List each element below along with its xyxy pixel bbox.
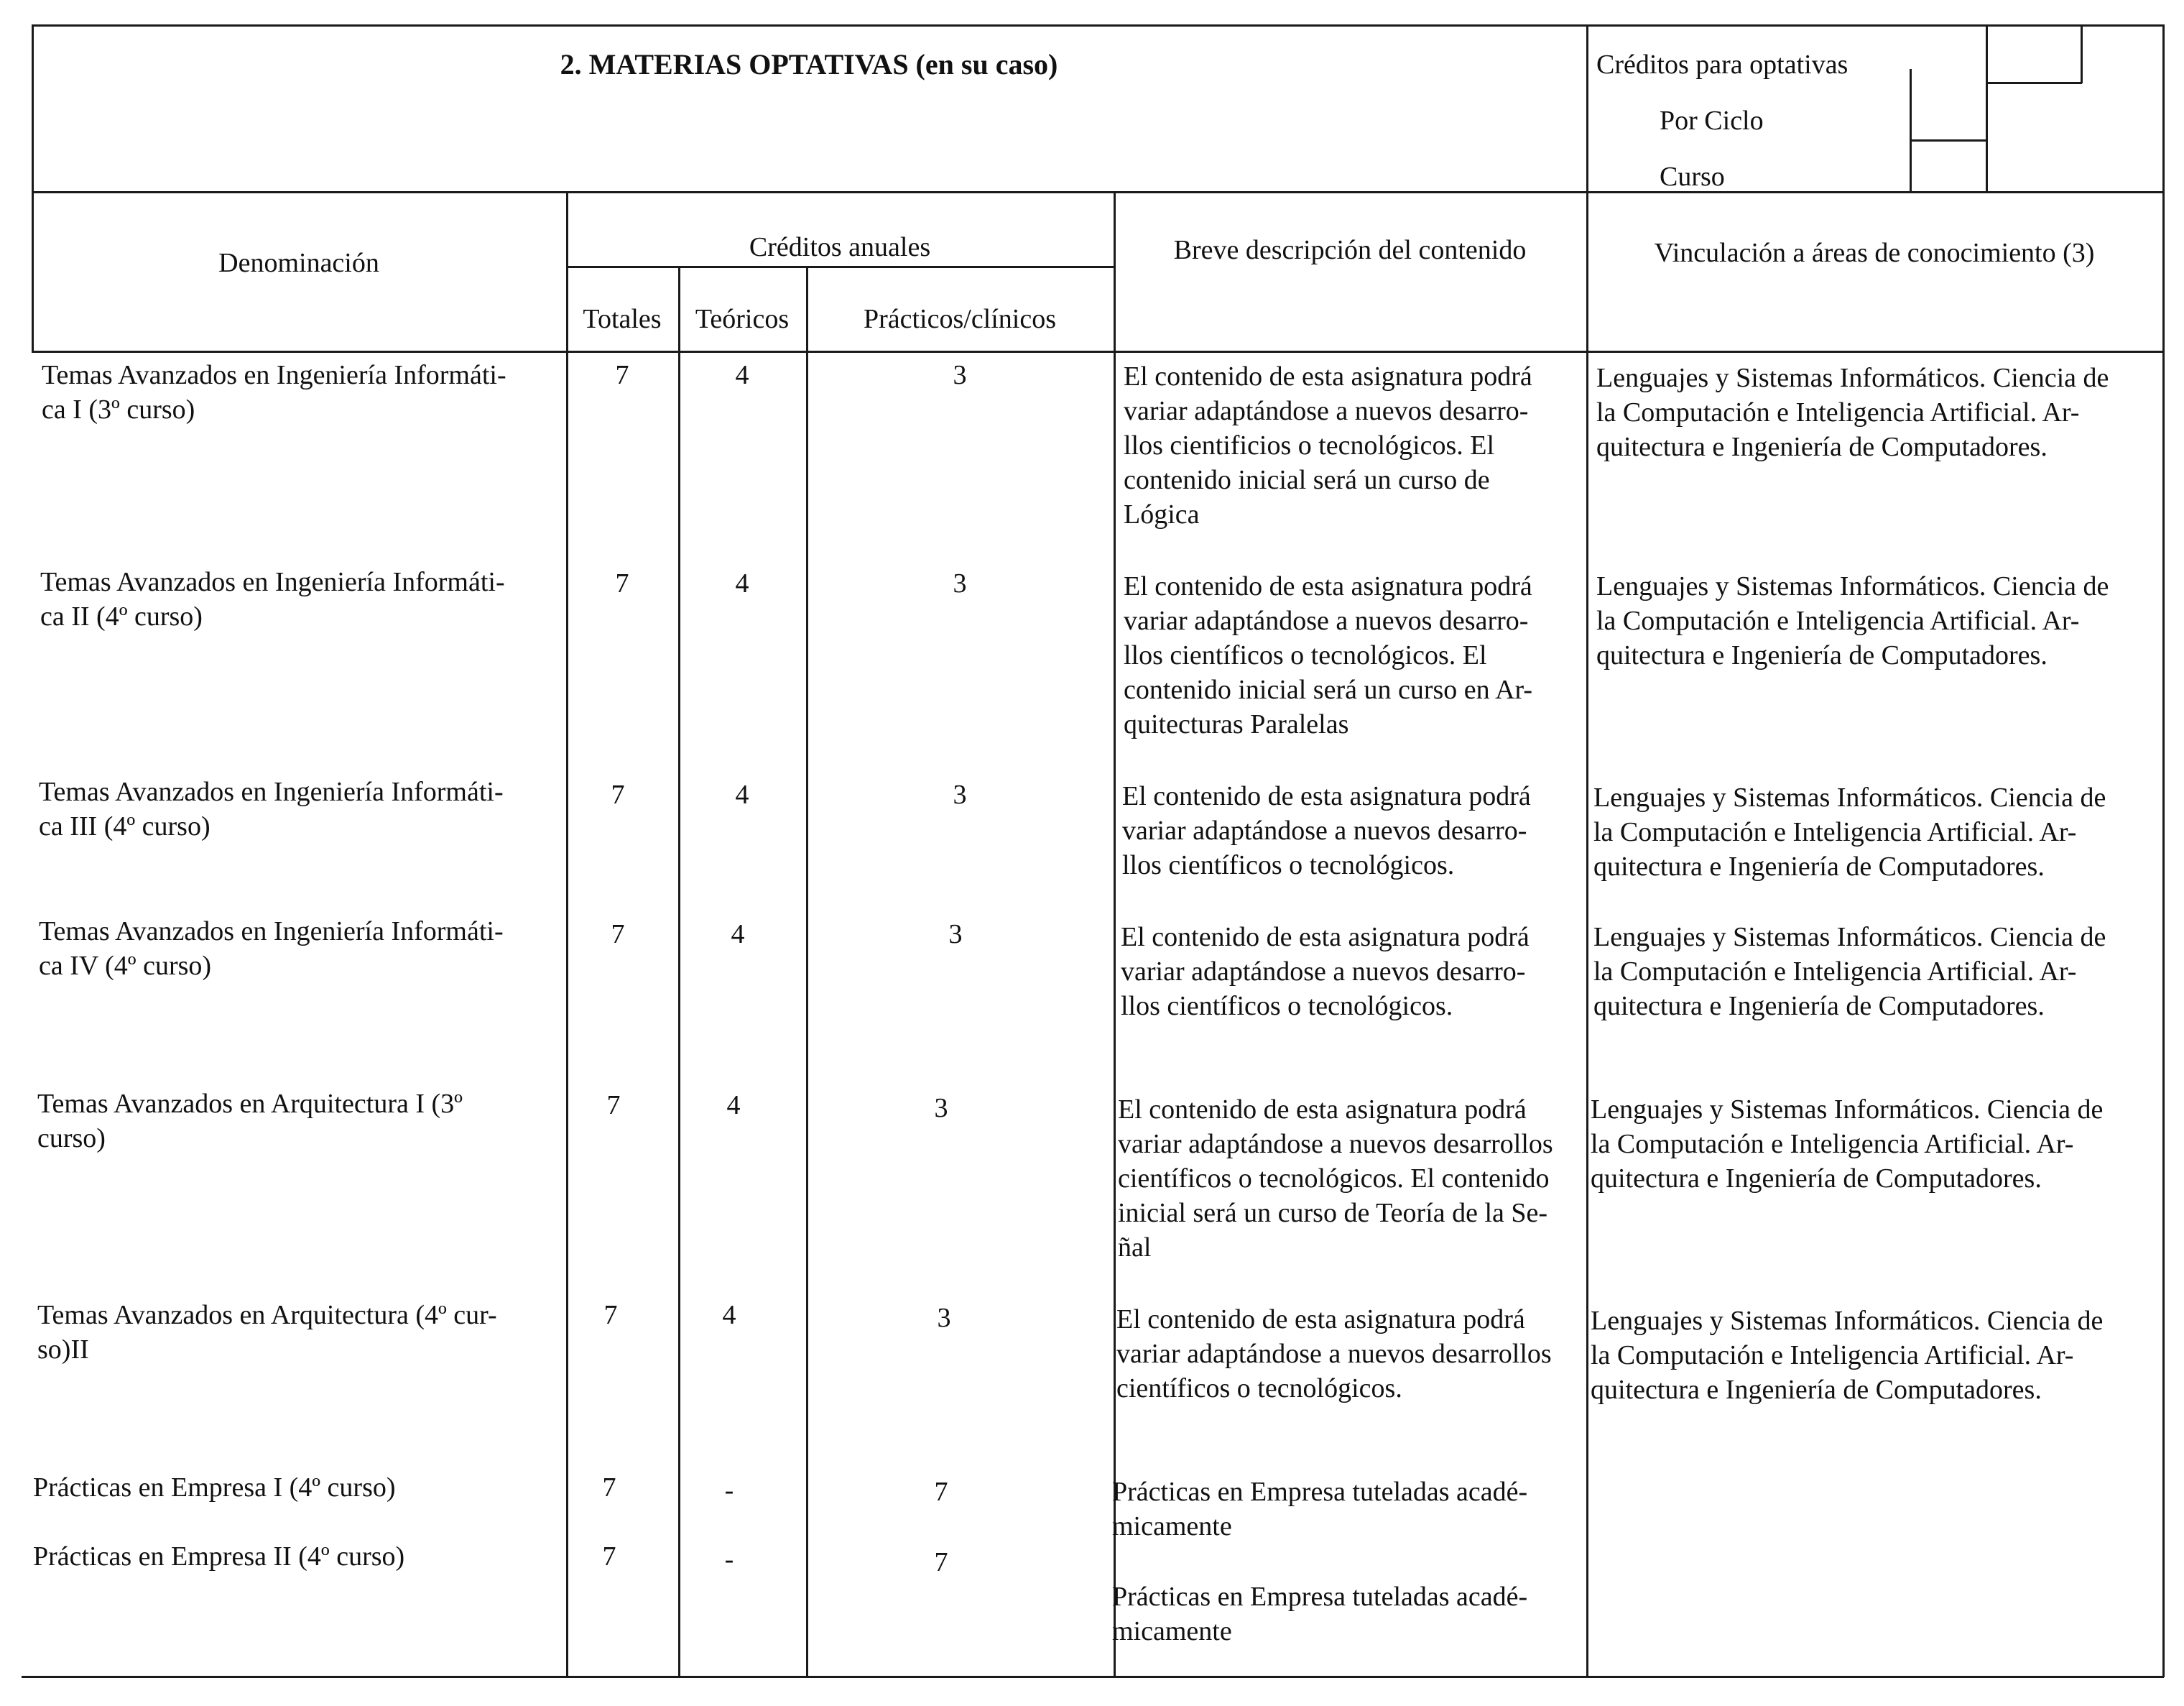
row-2-denominacion: Temas Avanzados en Ingeniería Informáti- ca II (4º curso) xyxy=(40,567,505,632)
row-8-denominacion: Prácticas en Empresa II (4º curso) xyxy=(33,1541,405,1572)
row-1-teoricos: 4 xyxy=(735,360,749,390)
row-3-practicos: 3 xyxy=(953,780,967,810)
section-title: 2. MATERIAS OPTATIVAS (en su caso) xyxy=(560,48,1058,80)
row-2-teoricos: 4 xyxy=(735,568,749,599)
row-8-descripcion: Prácticas en Empresa tuteladas acadé- micamente xyxy=(1112,1582,1528,1646)
col-header-descripcion: Breve descripción del contenido xyxy=(1173,235,1527,265)
col-teoricos-divider xyxy=(806,266,808,1677)
row-5-vinculacion: Lenguajes y Sistemas Informáticos. Ciencia de la Computación e Inteligencia Artificial. Ar- quitectura e Ingeniería de Computadores. xyxy=(1591,1094,2104,1194)
header-divider xyxy=(32,191,2164,193)
column-header-bottom xyxy=(32,351,2164,353)
table-bottom-border xyxy=(22,1676,2164,1678)
credits-box-line-2 xyxy=(1910,139,1987,142)
row-1-descripcion: El contenido de esta asignatura podrá variar adaptándose a nuevos desarro- llos cientificios o tecnológicos. El contenido inicial será un curso de Lógica xyxy=(1124,361,1532,530)
credits-box-middle xyxy=(1986,24,1988,193)
col-header-totales: Totales xyxy=(583,304,662,334)
row-1-vinculacion: Lenguajes y Sistemas Informáticos. Ciencia de la Computación e Inteligencia Artificial. Ar- quitectura e Ingeniería de Computadores. xyxy=(1596,363,2109,462)
col-header-denominacion: Denominación xyxy=(218,248,379,278)
col-header-practicos: Prácticos/clínicos xyxy=(863,304,1057,334)
por-ciclo-label: Por Ciclo xyxy=(1660,106,1764,136)
creditos-anuales-divider xyxy=(566,266,1114,268)
row-5-descripcion: El contenido de esta asignatura podrá variar adaptándose a nuevos desarrollos científicos o tecnológicos. El contenido inicial será un curso de Teoría de la Se- ñal xyxy=(1118,1094,1553,1263)
col-header-vinculacion: Vinculación a áreas de conocimiento (3) xyxy=(1654,238,2095,268)
table-right-border xyxy=(2162,24,2165,1677)
header-credits-box-divider xyxy=(1586,24,1588,1677)
row-4-vinculacion: Lenguajes y Sistemas Informáticos. Ciencia de la Computación e Inteligencia Artificial. Ar- quitectura e Ingeniería de Computadores. xyxy=(1593,922,2106,1021)
row-2-descripcion: El contenido de esta asignatura podrá variar adaptándose a nuevos desarro- llos científicos o tecnológicos. El contenido inicial será un curso en Ar- quitecturas Paralelas xyxy=(1124,571,1533,739)
row-4-practicos: 3 xyxy=(948,919,963,949)
row-2-practicos: 3 xyxy=(953,568,967,599)
row-1-denominacion: Temas Avanzados en Ingeniería Informáti- ca I (3º curso) xyxy=(42,360,506,425)
row-5-practicos: 3 xyxy=(934,1093,948,1123)
row-6-practicos: 3 xyxy=(937,1303,951,1333)
row-7-denominacion: Prácticas en Empresa I (4º curso) xyxy=(33,1472,396,1503)
row-5-denominacion: Temas Avanzados en Arquitectura I (3º curso) xyxy=(37,1089,463,1153)
row-3-descripcion: El contenido de esta asignatura podrá variar adaptándose a nuevos desarro- llos científicos o tecnológicos. xyxy=(1122,781,1531,880)
col-practicos-divider xyxy=(1114,191,1116,1677)
row-5-totales: 7 xyxy=(606,1090,621,1120)
row-4-teoricos: 4 xyxy=(731,919,745,949)
row-4-descripcion: El contenido de esta asignatura podrá variar adaptándose a nuevos desarro- llos científicos o tecnológicos. xyxy=(1121,922,1530,1021)
row-7-teoricos: - xyxy=(724,1475,734,1506)
curso-label: Curso xyxy=(1660,162,1725,192)
col-header-teoricos: Teóricos xyxy=(695,304,790,334)
row-6-vinculacion: Lenguajes y Sistemas Informáticos. Ciencia de la Computación e Inteligencia Artificial. Ar- quitectura e Ingeniería de Computadores. xyxy=(1591,1306,2104,1405)
row-1-practicos: 3 xyxy=(953,360,967,390)
row-3-denominacion: Temas Avanzados en Ingeniería Informáti- ca III (4º curso) xyxy=(39,777,504,842)
creditos-optativas-label: Créditos para optativas xyxy=(1596,50,1848,80)
row-7-totales: 7 xyxy=(602,1472,616,1503)
row-3-teoricos: 4 xyxy=(735,780,749,810)
row-8-practicos: 7 xyxy=(934,1547,948,1577)
col-header-creditos-anuales: Créditos anuales xyxy=(749,232,931,262)
row-6-totales: 7 xyxy=(603,1300,618,1330)
col-totales-divider xyxy=(678,266,680,1677)
row-7-descripcion: Prácticas en Empresa tuteladas acadé- micamente xyxy=(1112,1477,1528,1541)
row-8-teoricos: - xyxy=(724,1544,734,1574)
table-top-border xyxy=(32,24,2164,27)
row-8-totales: 7 xyxy=(602,1541,616,1572)
row-3-totales: 7 xyxy=(611,780,625,810)
credits-box-right xyxy=(2081,24,2083,83)
credits-box-left xyxy=(1910,69,1912,193)
row-4-denominacion: Temas Avanzados en Ingeniería Informáti- ca IV (4º curso) xyxy=(39,916,504,981)
row-1-totales: 7 xyxy=(615,360,629,390)
row-3-vinculacion: Lenguajes y Sistemas Informáticos. Ciencia de la Computación e Inteligencia Artificial. Ar- quitectura e Ingeniería de Computadores. xyxy=(1593,783,2106,882)
row-2-vinculacion: Lenguajes y Sistemas Informáticos. Ciencia de la Computación e Inteligencia Artificial. Ar- quitectura e Ingeniería de Computadores. xyxy=(1596,571,2109,670)
row-6-denominacion: Temas Avanzados en Arquitectura (4º cur- so)II xyxy=(37,1300,497,1365)
row-2-totales: 7 xyxy=(615,568,629,599)
row-5-teoricos: 4 xyxy=(726,1090,741,1120)
row-4-totales: 7 xyxy=(611,919,625,949)
row-7-practicos: 7 xyxy=(934,1477,948,1507)
row-6-teoricos: 4 xyxy=(722,1300,736,1330)
credits-box-line-1 xyxy=(1986,82,2082,84)
row-6-descripcion: El contenido de esta asignatura podrá variar adaptándose a nuevos desarrollos científicos o tecnológicos. xyxy=(1116,1304,1552,1403)
